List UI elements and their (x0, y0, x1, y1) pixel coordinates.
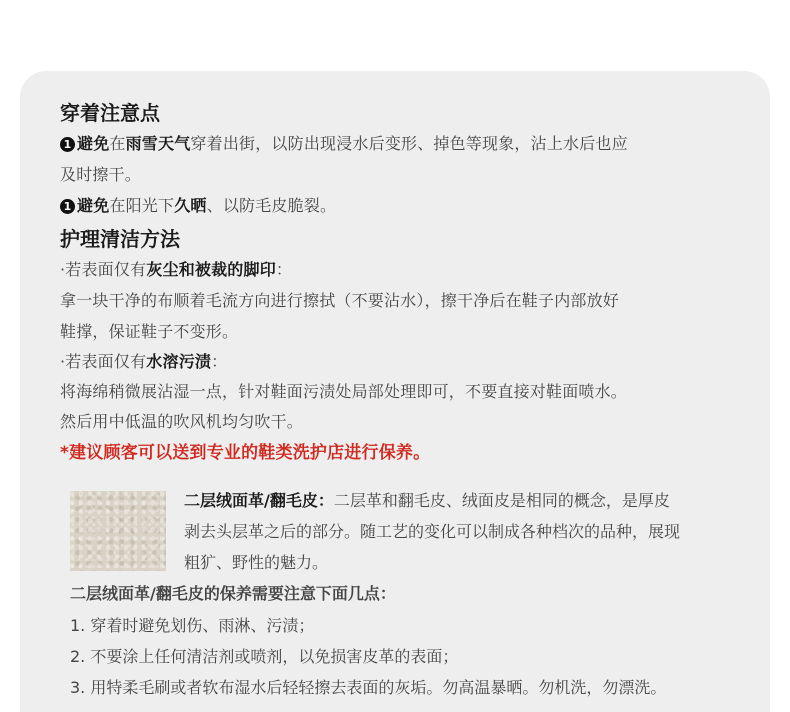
suede-desc-line-3: 粗犷、野性的魅力。 (184, 553, 329, 572)
wear-item-2: 1 避免在阳光下久晒、以防毛皮脆裂。 (60, 194, 336, 218)
number-1-icon: 1 (60, 199, 75, 214)
suede-points-title: 二层绒面革/翻毛皮的保养需要注意下面几点： (70, 584, 396, 603)
suede-point-2: 2. 不要涂上任何清洁剂或喷剂，以免损害皮革的表面； (70, 647, 459, 666)
care-heading: 护理清洁方法 (60, 227, 180, 251)
care-advice: *建议顾客可以送到专业的鞋类洗护店进行保养。 (60, 443, 431, 463)
wear-item-1-cont: 及时擦干。 (60, 165, 142, 184)
care-water-line-2: 然后用中低温的吹风机均匀吹干。 (60, 412, 304, 431)
suede-desc-line-1: 二层绒面革/翻毛皮：二层革和翻毛皮、绒面皮是相同的概念，是厚皮 (184, 491, 670, 510)
wear-item-1: 1 避免在雨雪天气穿着出街，以防出现浸水后变形、掉色等现象，沾上水后也应 (60, 132, 628, 156)
care-water-line-1: 将海绵稍微展沾湿一点，针对鞋面污渍处局部处理即可，不要直接对鞋面喷水。 (60, 382, 628, 401)
care-dust-line-1: 拿一块干净的布顺着毛流方向进行擦拭（不要沾水），擦干净后在鞋子内部放好 (60, 291, 620, 310)
suede-point-1: 1. 穿着时避免划伤、雨淋、污渍； (70, 616, 315, 635)
suede-point-3: 3. 用特柔毛刷或者软布湿水后轻轻擦去表面的灰垢。勿高温暴晒。勿机洗，勿漂洗。 (70, 678, 667, 697)
number-1-icon: 1 (60, 137, 75, 152)
care-water-title: ·若表面仅有水溶污渍： (60, 352, 228, 371)
wear-heading: 穿着注意点 (60, 101, 160, 125)
care-dust-title: ·若表面仅有灰尘和被裁的脚印： (60, 260, 293, 279)
suede-swatch-image (70, 491, 166, 571)
care-dust-line-2: 鞋撑，保证鞋子不变形。 (60, 322, 239, 341)
suede-desc-line-2: 剥去头层革之后的部分。随工艺的变化可以制成各种档次的品种，展现 (184, 522, 681, 541)
